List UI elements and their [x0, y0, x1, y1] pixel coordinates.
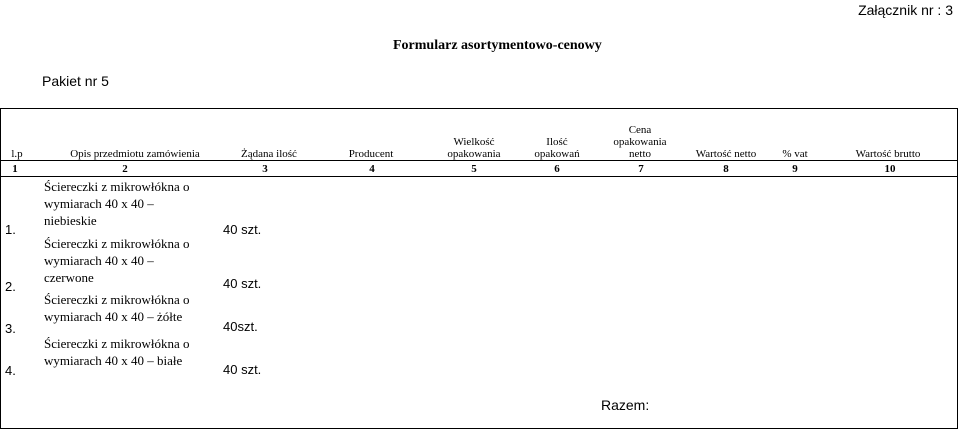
table-row-lp: 3.	[5, 321, 16, 336]
table-row-lp: 1.	[5, 222, 16, 237]
col-header-package-count: Ilość opakowań	[534, 136, 580, 160]
col-header-net-value: Wartość netto	[695, 148, 757, 160]
table-row-qty: 40szt.	[223, 319, 258, 334]
attachment-label: Załącznik nr : 3	[858, 2, 953, 18]
table-left-border	[0, 108, 1, 428]
table-row-description: Ściereczki z mikrowłókna o wymiarach 40 x 40 – niebieskie	[44, 179, 190, 228]
col-header-description: Opis przedmiotu zamówienia	[70, 148, 200, 160]
table-row-lp: 2.	[5, 279, 16, 294]
col-number: 7	[638, 163, 644, 175]
col-number: 9	[792, 163, 798, 175]
col-number: 8	[723, 163, 729, 175]
table-row-description: Ściereczki z mikrowłókna o wymiarach 40 x 40 – białe	[44, 336, 190, 368]
col-number: 1	[12, 163, 18, 175]
table-row-lp: 4.	[5, 363, 16, 378]
col-header-vat: % vat	[782, 148, 808, 160]
table-row-qty: 40 szt.	[223, 362, 262, 377]
col-header-package-size: Wielkość opakowania	[447, 136, 501, 160]
total-label: Razem:	[601, 397, 650, 413]
col-number: 2	[122, 163, 128, 175]
table-row-description: Ściereczki z mikrowłókna o wymiarach 40 x 40 – czerwone	[44, 236, 190, 285]
table-top-border	[0, 108, 958, 109]
col-header-producer: Producent	[348, 148, 394, 160]
table-row-description: Ściereczki z mikrowłókna o wymiarach 40 x 40 – żółte	[44, 292, 190, 324]
col-number: 4	[369, 163, 375, 175]
header-row-border	[0, 160, 958, 161]
col-number: 6	[554, 163, 560, 175]
col-header-unit-price: Cena opakowania netto	[613, 124, 667, 160]
table-row-qty: 40 szt.	[223, 222, 262, 237]
col-number: 5	[471, 163, 477, 175]
col-number: 10	[884, 163, 896, 175]
table-row-qty: 40 szt.	[223, 276, 262, 291]
table-right-border	[957, 108, 958, 428]
package-label: Pakiet nr 5	[42, 73, 109, 89]
number-row-border	[0, 176, 958, 177]
col-header-lp: l.p	[11, 148, 23, 160]
table-bottom-border	[0, 428, 958, 429]
assortment-table	[0, 108, 958, 429]
form-title: Formularz asortymentowo-cenowy	[393, 38, 602, 53]
col-header-gross-value: Wartość brutto	[855, 148, 921, 160]
col-number: 3	[262, 163, 268, 175]
col-header-requested-qty: Żądana ilość	[241, 148, 297, 160]
